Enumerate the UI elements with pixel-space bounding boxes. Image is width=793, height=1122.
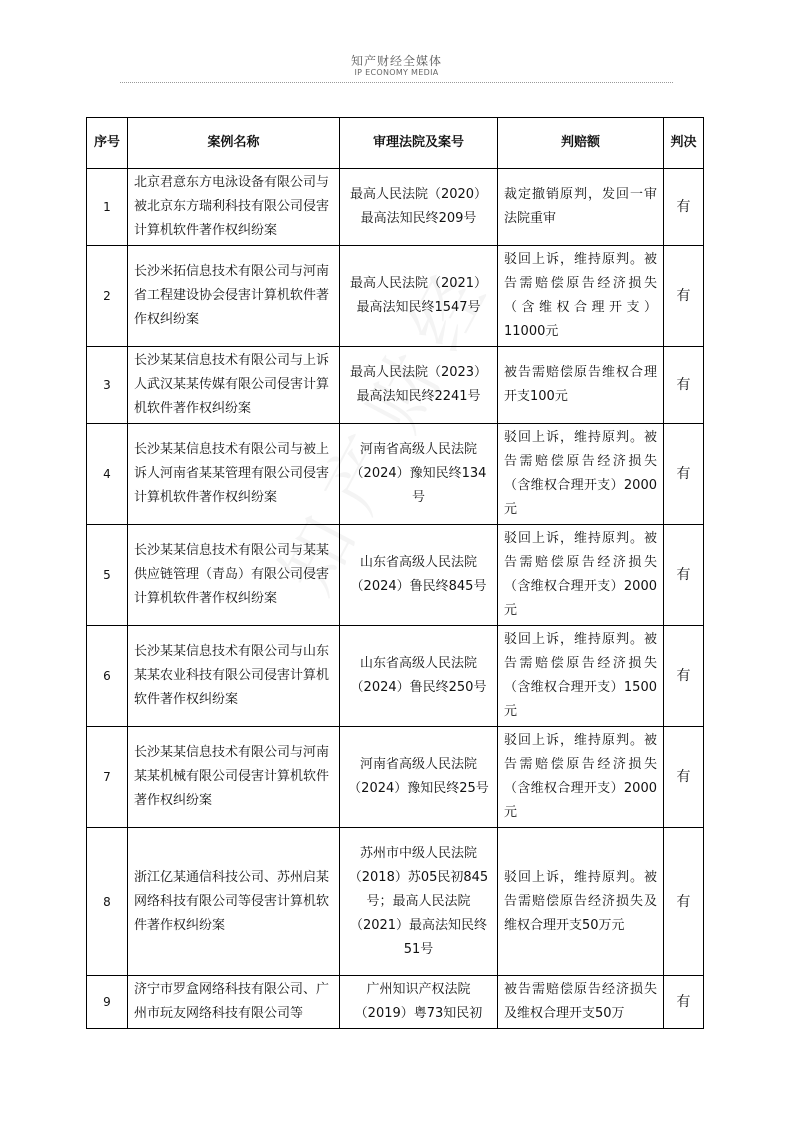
header-award: 判赔额 [498, 118, 664, 169]
cell-court: 苏州市中级人民法院（2018）苏05民初845号；最高人民法院（2021）最高法知民终51号 [340, 828, 498, 976]
cell-index: 8 [87, 828, 128, 976]
brand-name-cn: 知产财经全媒体 [350, 54, 442, 68]
cell-case: 长沙某某信息技术有限公司与上诉人武汉某某传媒有限公司侵害计算机软件著作权纠纷案 [128, 347, 340, 424]
cell-court: 河南省高级人民法院（2024）豫知民终134号 [340, 424, 498, 525]
table-row [87, 169, 704, 246]
cell-judgment: 有 [664, 169, 704, 246]
header-court: 审理法院及案号 [340, 118, 498, 169]
cell-court: 山东省高级人民法院（2024）鲁民终845号 [340, 525, 498, 626]
cell-case: 长沙某某信息技术有限公司与山东某某农业科技有限公司侵害计算机软件著作权纠纷案 [128, 626, 340, 727]
cell-court: 最高人民法院（2023）最高法知民终2241号 [340, 347, 498, 424]
cell-court: 广州知识产权法院（2019）粤73知民初 [340, 976, 498, 1029]
cell-judgment: 有 [664, 246, 704, 347]
cell-case: 长沙某某信息技术有限公司与河南某某机械有限公司侵害计算机软件著作权纠纷案 [128, 727, 340, 828]
case-table [86, 117, 704, 1029]
cell-index: 9 [87, 976, 128, 1029]
cell-award: 被告需赔偿原告经济损失及维权合理开支50万 [498, 976, 664, 1029]
cell-index: 5 [87, 525, 128, 626]
cell-award: 驳回上诉，维持原判。被告需赔偿原告经济损失（含维权合理开支）2000元 [498, 525, 664, 626]
cell-award: 裁定撤销原判，发回一审法院重审 [498, 169, 664, 246]
cell-case: 长沙米拓信息技术有限公司与河南省工程建设协会侵害计算机软件著作权纠纷案 [128, 246, 340, 347]
header-case: 案例名称 [128, 118, 340, 169]
cell-index: 1 [87, 169, 128, 246]
cell-case: 浙江亿某通信科技公司、苏州启某网络科技有限公司等侵害计算机软件著作权纠纷案 [128, 828, 340, 976]
cell-court: 最高人民法院（2021）最高法知民终1547号 [340, 246, 498, 347]
table-row [87, 246, 704, 347]
cell-index: 6 [87, 626, 128, 727]
header-index: 序号 [87, 118, 128, 169]
cell-court: 山东省高级人民法院（2024）鲁民终250号 [340, 626, 498, 727]
cell-award: 驳回上诉，维持原判。被告需赔偿原告经济损失（含维权合理开支）2000元 [498, 424, 664, 525]
header-divider [120, 82, 673, 83]
cell-judgment: 有 [664, 727, 704, 828]
cell-judgment: 有 [664, 525, 704, 626]
cell-index: 3 [87, 347, 128, 424]
table-row [87, 525, 704, 626]
table-row [87, 626, 704, 727]
cell-case: 济宁市罗盒网络科技有限公司、广州市玩友网络科技有限公司等 [128, 976, 340, 1029]
cell-case: 长沙某某信息技术有限公司与被上诉人河南省某某管理有限公司侵害计算机软件著作权纠纷案 [128, 424, 340, 525]
cell-court: 河南省高级人民法院（2024）豫知民终25号 [340, 727, 498, 828]
table-row [87, 828, 704, 976]
cell-judgment: 有 [664, 626, 704, 727]
cell-index: 7 [87, 727, 128, 828]
header-judgment: 判决 [664, 118, 704, 169]
cell-court: 最高人民法院（2020）最高法知民终209号 [340, 169, 498, 246]
cell-judgment: 有 [664, 828, 704, 976]
cell-judgment: 有 [664, 976, 704, 1029]
table-header-row [87, 118, 704, 169]
cell-award: 驳回上诉，维持原判。被告需赔偿原告经济损失（含维权合理开支）2000元 [498, 727, 664, 828]
cell-judgment: 有 [664, 424, 704, 525]
cell-award: 驳回上诉，维持原判。被告需赔偿原告经济损失（含维权合理开支）11000元 [498, 246, 664, 347]
cell-index: 2 [87, 246, 128, 347]
table-row [87, 347, 704, 424]
cell-award: 驳回上诉，维持原判。被告需赔偿原告经济损失（含维权合理开支）1500元 [498, 626, 664, 727]
brand-name-en: IP ECONOMY MEDIA [354, 68, 439, 77]
page-header [0, 54, 793, 78]
table-row [87, 727, 704, 828]
cell-index: 4 [87, 424, 128, 525]
cell-award: 被告需赔偿原告维权合理开支100元 [498, 347, 664, 424]
table-row [87, 976, 704, 1029]
cell-judgment: 有 [664, 347, 704, 424]
cell-case: 长沙某某信息技术有限公司与某某供应链管理（青岛）有限公司侵害计算机软件著作权纠纷案 [128, 525, 340, 626]
table-row [87, 424, 704, 525]
cell-case: 北京君意东方电泳设备有限公司与被北京东方瑞利科技有限公司侵害计算机软件著作权纠纷案 [128, 169, 340, 246]
cell-award: 驳回上诉，维持原判。被告需赔偿原告经济损失及维权合理开支50万元 [498, 828, 664, 976]
